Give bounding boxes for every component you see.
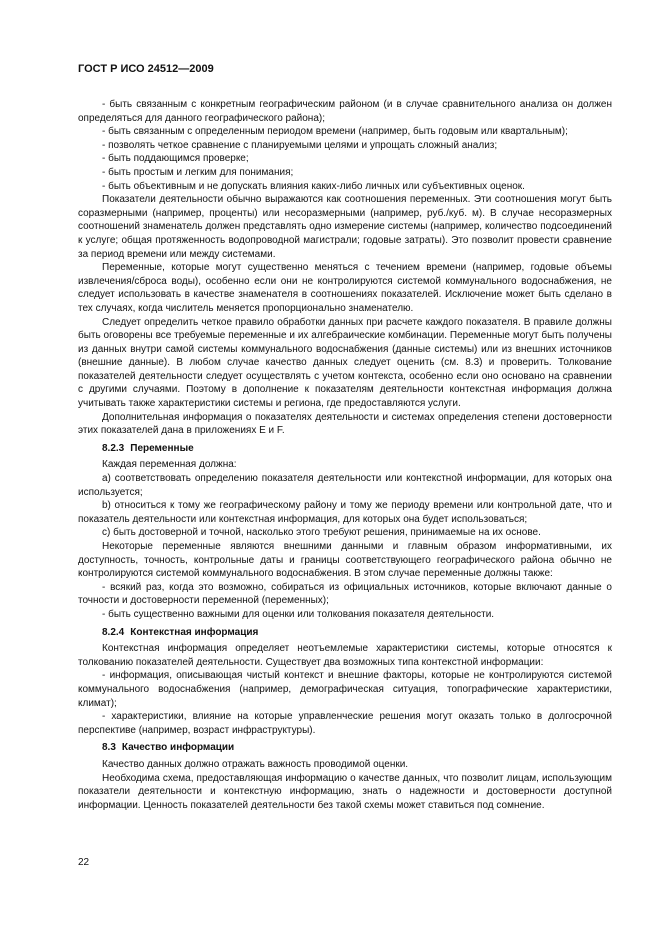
list-item: - быть существенно важными для оценки или толкования показателя деятельности. [102, 608, 495, 620]
list-item: c) быть достоверной и точной, насколько этого требуют решения, принимаемые на их основе. [102, 527, 541, 539]
paragraph: Контекстная информация определяет неотъемлемые характеристики системы, которые относятся к толкованию показателей деятельности. Существует два возможных типа контекстной информации: [78, 643, 612, 668]
list-item: - всякий раз, когда это возможно, собираться из официальных источников, которые включают данные о точности и достоверности переменной (переменных); [78, 581, 612, 607]
list-item: - быть объективным и не допускать влияния каких-либо личных или субъективных оценок. [102, 180, 525, 192]
section-8-2-3-body [78, 458, 612, 621]
list-item: - быть связанным с определенным периодом времени (например, быть годовым или квартальным); [102, 126, 568, 138]
paragraph: Качество данных должно отражать важность проводимой оценки. [102, 758, 409, 770]
document-header: ГОСТ Р ИСО 24512—2009 [78, 63, 214, 75]
paragraph: Переменные, которые могут существенно меняться с течением времени (например, годовые объемы извлечения/сброса воды), особенно если они не контролируются системой коммунального водоснабжения, не следует использовать в качестве знаменателя в соотношениях показателей. Исключение может быть сделано в тех случаях, когда числитель меняется пропорционально знаменателю. [78, 262, 612, 314]
section-heading-8-2-4 [102, 626, 612, 640]
section-number: 8.3 [102, 742, 116, 754]
list-item: - быть связанным с конкретным географическим районом (и в случае сравнительного анализа он должен определяться для данного географического района); [78, 99, 612, 124]
section-number: 8.2.3 [102, 442, 125, 454]
paragraph: Некоторые переменные являются внешними данными и главным образом информативными, их доступность, точность, контрольные даты и границы соответствующего географического района обычно не контролируются системой коммунального водоснабжения. В этом случае переменные должны также: [78, 541, 612, 580]
section-title: Переменные [130, 442, 194, 454]
section-title: Контекстная информация [130, 626, 259, 638]
paragraph: Дополнительная информация о показателях деятельности и системах определения степени достоверности этих показателей дана в приложениях E и F. [78, 411, 612, 437]
paragraph: Необходима схема, предоставляющая информацию о качестве данных, что позволит лицам, использующим показатели деятельности и контекстную информацию, знать о надежности и достоверности доступной информации. Ценность показателей деятельности без такой схемы может ставиться под сомнение. [78, 772, 612, 811]
list-item: - быть простым и легким для понимания; [102, 166, 294, 178]
list-item: b) относиться к тому же географическому району и тому же периоду времени или контрольной дате, что и показатель деятельности или контекстная информация, для которых она будет использоваться; [78, 500, 612, 525]
document-page [78, 62, 612, 812]
section-title: Качество информации [121, 742, 235, 754]
list-item: - позволять четкое сравнение с планируемыми целями и упрощать сложный анализ; [102, 139, 498, 151]
list-item: - быть поддающимся проверке; [102, 153, 249, 165]
list-item: а) соответствовать определению показателя деятельности или контекстной информации, для которых она используется; [78, 473, 612, 498]
section-8-3-body [78, 758, 612, 812]
section-heading-8-2-3 [102, 442, 612, 456]
paragraph: Следует определить четкое правило обработки данных при расчете каждого показателя. В правиле должны быть оговорены все требуемые переменные и их алгебраические комбинации. Переменные могут быть получены из данных внутри самой системы коммунального водоснабжения (данные системы) или из внешних источников (внешние данные). В любом случае качество данных следует оценить (см. 8.3) и проверить. Толкование показателей деятельности следует осуществлять с учетом контекста, особенно если оно основано на сравнении с другими случаями. Поэтому в дополнение к показателям деятельности контекстная информация должна учитывать также характеристики системы и региона, где предоставляются услуги. [78, 316, 612, 410]
list-item: - характеристики, влияние на которые управленческие решения могут оказать только в долгосрочной перспективе (например, возраст инфраструктуры). [78, 711, 612, 736]
section-8-2-4-body [78, 642, 612, 737]
paragraph: Показатели деятельности обычно выражаются как соотношения переменных. Эти соотношения могут быть соразмерными (например, проценты) или несоразмерными (например, руб./куб. м). В случае несоразмерных соотношений знаменатель должен представлять одно измерение системы (например, количество подсоединений к услуге; общая протяженность водопроводной магистрали; годовые затраты). Это позволит провести сравнение за период времени или между системами. [78, 194, 612, 260]
intro-block [78, 98, 612, 438]
section-number: 8.2.4 [102, 626, 125, 638]
list-item: - информация, описывающая чистый контекст и внешние факторы, которые не контролируются системой коммунального водоснабжения (например, демографическая ситуация, топографические характеристики, климат); [78, 670, 612, 709]
paragraph: Каждая переменная должна: [102, 459, 237, 471]
section-heading-8-3 [102, 741, 612, 755]
page-number: 22 [78, 857, 90, 868]
